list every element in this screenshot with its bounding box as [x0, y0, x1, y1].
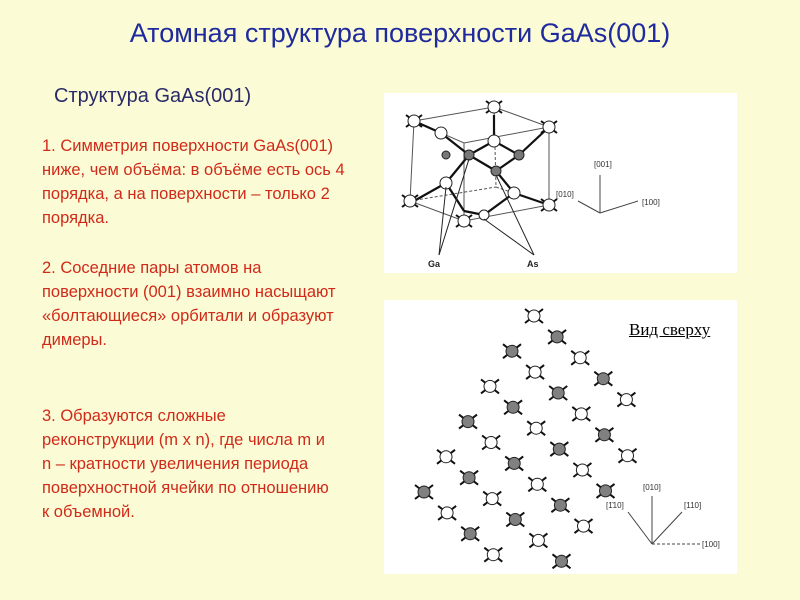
lattice-atom [529, 366, 541, 378]
lattice-atom [487, 549, 499, 561]
lattice-atom [531, 478, 543, 490]
lattice-atom [440, 451, 452, 463]
axis-001-label: [001] [594, 160, 612, 169]
label-ga: Ga [428, 259, 441, 269]
lattice-atom [600, 485, 612, 497]
lattice-atom [441, 507, 453, 519]
lattice-atom [578, 520, 590, 532]
axis-100-label: [100] [642, 198, 660, 207]
axis-1bar10-label: [1̄10] [606, 501, 624, 510]
unit-cell-figure [384, 93, 737, 273]
lattice-atom [597, 373, 609, 385]
lattice-atom [620, 394, 632, 406]
lattice-atom [576, 464, 588, 476]
lattice-atom [552, 387, 564, 399]
top-view-caption: Вид сверху [629, 320, 711, 339]
lattice-atom [551, 331, 563, 343]
lattice-atom [485, 437, 497, 449]
axis-110-label: [110] [684, 501, 702, 510]
lattice-atom [553, 443, 565, 455]
paragraph-reconstructions: 3. Образуются сложные реконструкции (m x n), где числа m и n – кратности увеличения периода поверхностной ячейки по отношению к объемной. [42, 407, 329, 521]
section-subtitle: Структура GaAs(001) [54, 85, 252, 107]
label-as: As [527, 259, 539, 269]
lattice-atom [532, 534, 544, 546]
lattice-atom [554, 499, 566, 511]
lattice-atom [486, 493, 498, 505]
page-title: Атомная структура поверхности GaAs(001) [129, 18, 671, 48]
lattice-atom [462, 416, 474, 428]
axis-010-label: [010] [643, 483, 661, 492]
paragraph-dimers: 2. Соседние пары атомов на поверхности (001) взаимно насыщают «болтающиеся» орбитали и образуют димеры. [42, 259, 336, 349]
lattice-atom [598, 429, 610, 441]
lattice-atom [622, 450, 634, 462]
lattice-atom [575, 408, 587, 420]
axis-100-label: [100] [702, 540, 720, 549]
lattice-atom [464, 528, 476, 540]
lattice-atom [528, 310, 540, 322]
lattice-atom [508, 457, 520, 469]
lattice-atom [463, 472, 475, 484]
lattice-atom [556, 555, 568, 567]
lattice-atom [574, 352, 586, 364]
top-view-figure [384, 300, 737, 574]
lattice-atom [506, 345, 518, 357]
lattice-atom [418, 486, 430, 498]
lattice-atom [507, 401, 519, 413]
paragraph-symmetry: 1. Симметрия поверхности GaAs(001) ниже, чем объёма: в объёме есть ось 4 порядка, а на поверхности – только 2 порядка. [42, 137, 345, 227]
lattice-atom [530, 422, 542, 434]
lattice-atom [509, 514, 521, 526]
lattice-atom [484, 380, 496, 392]
axis-010-label: [010] [556, 190, 574, 199]
